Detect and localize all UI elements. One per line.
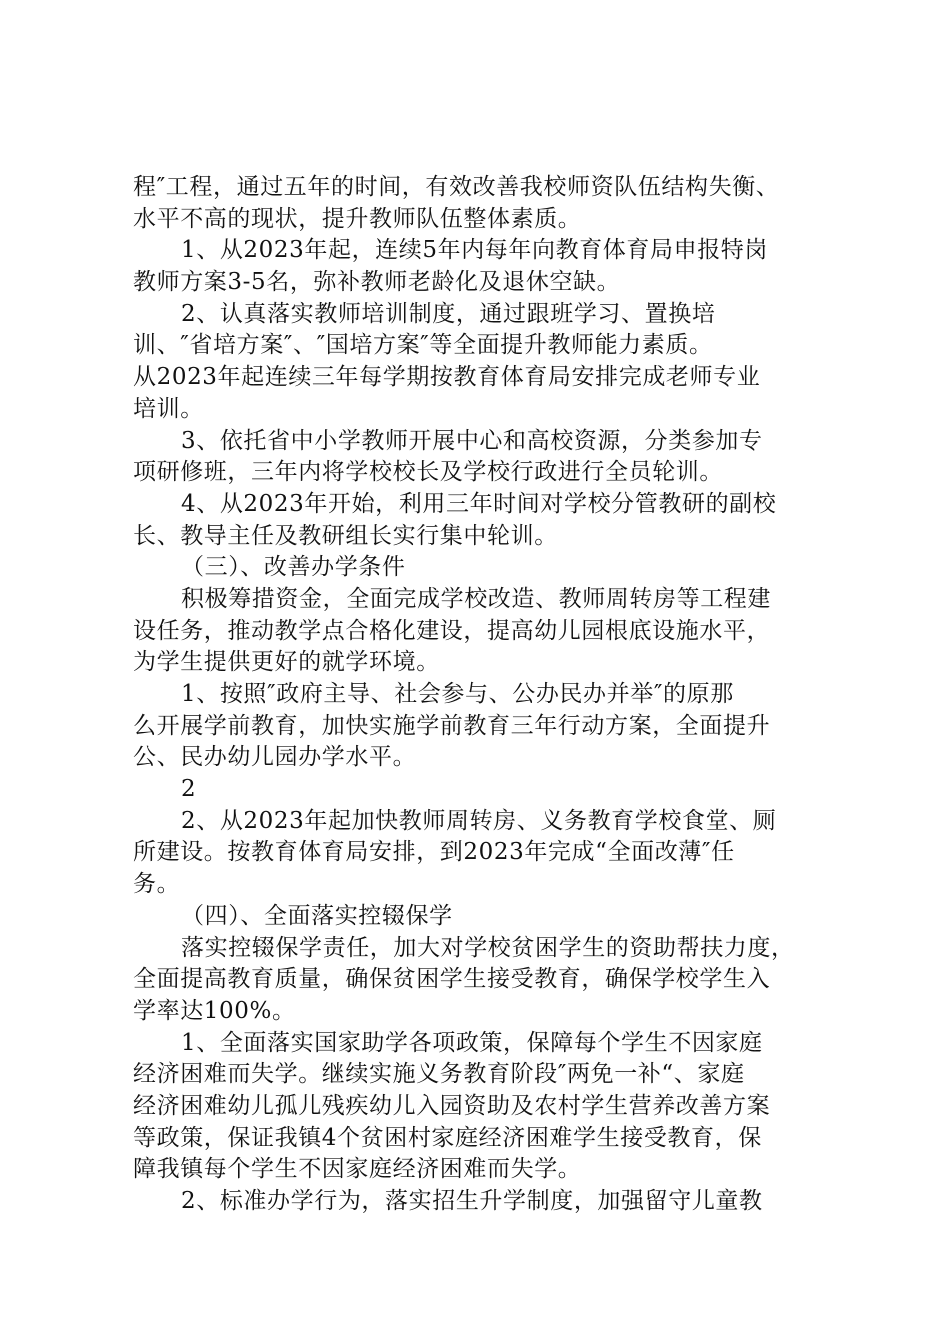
text-line: 教师方案3-5名，弥补教师老龄化及退休空缺。 <box>133 269 621 296</box>
text-line: 障我镇每个学生不因家庭经济困难而失学。 <box>133 1156 582 1183</box>
text-line: 训、″省培方案″、″国培方案″等全面提升教师能力素质。 <box>133 332 713 359</box>
text-line: 1、从2023年起，连续5年内每年向教育体育局申报特岗 <box>181 237 768 264</box>
text-line: 长、教导主任及教研组长实行集中轮训。 <box>133 522 558 549</box>
text-line: 经济困难而失学。继续实施义务教育阶段″两免一补“、家庭 <box>133 1061 745 1088</box>
text-line: 4、从2023年开始，利用三年时间对学校分管教研的副校 <box>181 490 777 517</box>
text-line: 经济困难幼儿孤儿残疾幼儿入园资助及农村学生营养改善方案 <box>133 1092 771 1119</box>
text-line: 项研修班，三年内将学校校长及学校行政进行全员轮训。 <box>133 459 723 486</box>
text-line: 公、民办幼儿园办学水平。 <box>133 744 417 771</box>
text-line: 全面提高教育质量，确保贫困学生接受教育，确保学校学生入 <box>133 966 771 993</box>
text-line: 1、全面落实国家助学各项政策，保障每个学生不因家庭 <box>181 1029 763 1056</box>
text-line: 落实控辍保学责任，加大对学校贫困学生的资助帮扶力度， <box>181 934 795 961</box>
text-line: 培训。 <box>133 395 204 422</box>
text-line: 2、标准办学行为，落实招生升学制度，加强留守儿童教 <box>181 1188 763 1214</box>
text-line: 学率达100%。 <box>133 997 296 1024</box>
text-line: 程″工程，通过五年的时间，有效改善我校师资队伍结构失衡、 <box>133 174 780 200</box>
text-line: 从2023年起连续三年每学期按教育体育局安排完成老师专业 <box>133 364 761 391</box>
text-line: 2、认真落实教师培训制度，通过跟班学习、置换培 <box>181 300 716 327</box>
text-line: 3、依托省中小学教师开展中心和高校资源，分类参加专 <box>181 427 763 454</box>
text-line: 2、从2023年起加快教师周转房、义务教育学校食堂、厕 <box>181 807 777 834</box>
document-body <box>133 172 833 1218</box>
text-line: 水平不高的现状，提升教师队伍整体素质。 <box>133 205 582 232</box>
text-line: 2 <box>181 776 197 803</box>
text-line: （四）、全面落实控辍保学 <box>181 902 453 929</box>
text-line: 等政策，保证我镇4个贫困村家庭经济困难学生接受教育，保 <box>133 1124 762 1151</box>
text-line: 么开展学前教育，加快实施学前教育三年行动方案，全面提升 <box>133 712 771 739</box>
text-line: 所建设。按教育体育局安排，到2023年完成“全面改薄″任 <box>133 839 735 866</box>
text-line: 为学生提供更好的就学环境。 <box>133 649 440 676</box>
text-line: （三）、改善办学条件 <box>181 554 406 581</box>
text-line: 设任务，推动教学点合格化建设，提高幼儿园根底设施水平， <box>133 617 771 644</box>
text-line: 1、按照″政府主导、社会参与、公办民办并举″的原那 <box>181 681 734 707</box>
text-line: 积极筹措资金，全面完成学校改造、教师周转房等工程建 <box>181 585 771 612</box>
text-line: 务。 <box>133 871 181 898</box>
